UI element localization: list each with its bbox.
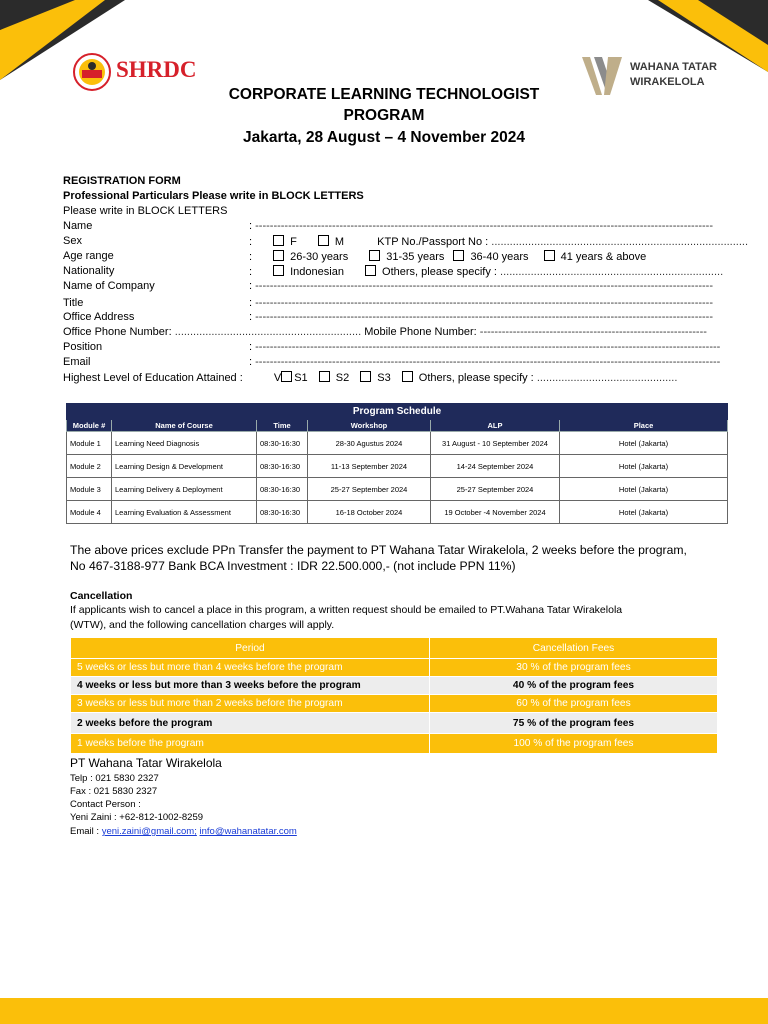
col-module: Module # xyxy=(67,420,112,432)
workshop-cell: 16-18 October 2024 xyxy=(308,501,431,524)
name-field[interactable]: ----------------------------------------------------------------------------------------------------------------------------- xyxy=(255,220,714,232)
program-dates: Jakarta, 28 August – 4 November 2024 xyxy=(242,129,525,146)
fee-cell: 40 % of the program fees xyxy=(430,677,718,695)
shrdc-logo-text: SHRDC xyxy=(116,57,197,82)
program-title-line2: PROGRAM xyxy=(343,107,425,124)
office-address-row: Office Address : ----------------------------------------------------------------------------------------------------------------------------- xyxy=(63,311,714,323)
phone-row xyxy=(63,326,723,339)
office-address-field[interactable]: ----------------------------------------------------------------------------------------------------------------------------- xyxy=(252,311,714,323)
age-41-label: 41 years & above xyxy=(560,251,647,263)
age-row: Age range : 26-30 years 31-35 years 36-40 years 41 years & above xyxy=(63,250,647,263)
education-row xyxy=(63,371,733,385)
edu-s1-checkbox[interactable] xyxy=(281,371,292,382)
cancellation-heading: Cancellation xyxy=(70,590,133,602)
table-row xyxy=(67,501,728,524)
office-phone-label: Office Phone Number: xyxy=(63,326,172,338)
nationality-row: Nationality : Indonesian Others, please specify : ......................................................................... xyxy=(63,265,724,278)
contact-person-label: Contact Person : xyxy=(70,799,141,810)
wahana-logo-line2: WIRAKELOLA xyxy=(630,76,705,88)
course-cell: Learning Need Diagnosis xyxy=(112,432,257,455)
ktp-label: KTP No./Passport No : xyxy=(377,236,489,248)
place-cell: Hotel (Jakarta) xyxy=(560,432,728,455)
place-cell: Hotel (Jakarta) xyxy=(560,478,728,501)
col-period: Period xyxy=(71,638,430,659)
payment-line2: No 467-3188-977 Bank BCA Investment : IDR 22.500.000,- (not include PPN 11%) xyxy=(70,559,516,573)
place-cell: Hotel (Jakarta) xyxy=(560,455,728,478)
table-row xyxy=(71,695,718,713)
email-link-1[interactable]: yeni.zaini@gmail.com; xyxy=(101,826,197,837)
fee-cell: 30 % of the program fees xyxy=(430,659,718,677)
edu-others-field[interactable]: .............................................. xyxy=(536,372,678,384)
module-cell: Module 1 xyxy=(67,432,112,455)
nat-others-checkbox[interactable] xyxy=(365,265,376,276)
time-cell: 08:30-16:30 xyxy=(257,432,308,455)
course-cell: Learning Delivery & Deployment xyxy=(112,478,257,501)
age-36-40-checkbox[interactable] xyxy=(453,250,464,261)
sex-row: Sex : F M KTP No./Passport No : .................................................................................... xyxy=(63,235,749,248)
position-label: Position xyxy=(63,341,103,353)
edu-s1-label: S1 xyxy=(294,372,308,384)
sex-label: Sex xyxy=(63,235,82,247)
email-field[interactable]: ------------------------------------------------------------------------------------------------------------------------------- xyxy=(252,356,721,368)
edu-s3-label: S3 xyxy=(377,372,391,384)
table-row xyxy=(67,432,728,455)
nat-others-label: Others, please specify : xyxy=(382,266,497,278)
fee-cell: 100 % of the program fees xyxy=(430,734,718,754)
contact-email-label: Email : xyxy=(70,826,100,837)
alp-cell: 19 October -4 November 2024 xyxy=(431,501,560,524)
fee-cell: 75 % of the program fees xyxy=(430,713,718,734)
table-row xyxy=(67,478,728,501)
contact-fax: Fax : 021 5830 2327 xyxy=(70,786,158,797)
age-label: Age range xyxy=(63,250,114,262)
sex-m-checkbox[interactable] xyxy=(318,235,329,246)
table-row xyxy=(71,734,718,754)
age-41-checkbox[interactable] xyxy=(544,250,555,261)
position-field[interactable]: ------------------------------------------------------------------------------------------------------------------------------- xyxy=(252,341,721,353)
table-row xyxy=(71,713,718,734)
mobile-field[interactable]: -------------------------------------------------------------- xyxy=(479,326,707,338)
edu-s1-mark: V xyxy=(273,372,282,384)
company-field[interactable]: ----------------------------------------------------------------------------------------------------------------------------- xyxy=(252,280,714,292)
age-26-30-label: 26-30 years xyxy=(290,251,349,263)
name-row: Name : ----------------------------------------------------------------------------------------------------------------------------- xyxy=(63,220,714,232)
mobile-label: Mobile Phone Number: xyxy=(364,326,477,338)
age-31-35-label: 31-35 years xyxy=(386,251,445,263)
module-cell: Module 4 xyxy=(67,501,112,524)
sex-f-label: F xyxy=(290,236,297,248)
form-heading: REGISTRATION FORM xyxy=(63,175,181,187)
age-26-30-checkbox[interactable] xyxy=(273,250,284,261)
col-workshop: Workshop xyxy=(308,420,431,432)
period-cell: 2 weeks before the program xyxy=(71,713,430,734)
period-cell: 1 weeks before the program xyxy=(71,734,430,754)
contact-person: Yeni Zaini : +62-812-1002-8259 xyxy=(70,812,204,823)
nationality-label: Nationality xyxy=(63,265,115,277)
company-label: Name of Company xyxy=(63,280,155,292)
program-title-line1: CORPORATE LEARNING TECHNOLOGIST xyxy=(228,86,540,103)
contact-email-row xyxy=(70,826,297,838)
nat-others-field[interactable]: ......................................................................... xyxy=(500,266,724,278)
workshop-cell: 25-27 September 2024 xyxy=(308,478,431,501)
schedule-title: Program Schedule xyxy=(67,404,728,420)
place-cell: Hotel (Jakarta) xyxy=(560,501,728,524)
period-cell: 4 weeks or less but more than 3 weeks before the program xyxy=(71,677,430,695)
cancellation-text1: If applicants wish to cancel a place in this program, a written request should be emailed to PT.Wahana Tatar Wirakelola xyxy=(70,604,623,616)
payment-line1: The above prices exclude PPn Transfer the payment to PT Wahana Tatar Wirakelola, 2 weeks before the program, xyxy=(70,543,687,557)
time-cell: 08:30-16:30 xyxy=(257,478,308,501)
table-row xyxy=(71,659,718,677)
workshop-cell: 28-30 Agustus 2024 xyxy=(308,432,431,455)
form-subheading: Professional Particulars Please write in BLOCK LETTERS xyxy=(63,190,364,202)
period-cell: 5 weeks or less but more than 4 weeks before the program xyxy=(71,659,430,677)
position-row: Position : ------------------------------------------------------------------------------------------------------------------------------- xyxy=(63,341,721,353)
title-row: Title : ----------------------------------------------------------------------------------------------------------------------------- xyxy=(63,297,714,309)
wahana-logo-line1: WAHANA TATAR xyxy=(630,61,717,73)
alp-cell: 31 August - 10 September 2024 xyxy=(431,432,560,455)
age-36-40-label: 36-40 years xyxy=(470,251,529,263)
name-label: Name xyxy=(63,220,93,232)
alp-cell: 14-24 September 2024 xyxy=(431,455,560,478)
footer-accent-bar xyxy=(0,998,768,1024)
alp-cell: 25-27 September 2024 xyxy=(431,478,560,501)
edu-others-checkbox[interactable] xyxy=(402,371,413,382)
table-row xyxy=(67,455,728,478)
contact-telp: Telp : 021 5830 2327 xyxy=(70,773,159,784)
company-row: Name of Company : ----------------------------------------------------------------------------------------------------------------------------- xyxy=(63,280,714,292)
col-time: Time xyxy=(257,420,308,432)
edu-s2-label: S2 xyxy=(335,372,350,384)
cancellation-fees-table xyxy=(70,637,718,754)
email-row: Email : ------------------------------------------------------------------------------------------------------------------------------- xyxy=(63,356,721,368)
ktp-field[interactable]: .................................................................................... xyxy=(491,236,749,248)
col-fees: Cancellation Fees xyxy=(430,638,718,659)
edu-s3-checkbox[interactable] xyxy=(360,371,371,382)
office-address-label: Office Address xyxy=(63,311,135,323)
course-cell: Learning Evaluation & Assessment xyxy=(112,501,257,524)
fee-cell: 60 % of the program fees xyxy=(430,695,718,713)
sex-m-label: M xyxy=(334,236,345,248)
workshop-cell: 11-13 September 2024 xyxy=(308,455,431,478)
module-cell: Module 2 xyxy=(67,455,112,478)
title-field[interactable]: ----------------------------------------------------------------------------------------------------------------------------- xyxy=(252,297,714,309)
email-label: Email xyxy=(63,356,91,368)
sex-f-checkbox[interactable] xyxy=(273,235,284,246)
email-link-2[interactable]: info@wahanatatar.com xyxy=(199,826,297,837)
time-cell: 08:30-16:30 xyxy=(257,455,308,478)
program-schedule-table xyxy=(66,403,728,524)
title-label: Title xyxy=(63,297,84,309)
age-31-35-checkbox[interactable] xyxy=(369,250,380,261)
cancellation-text2: (WTW), and the following cancellation charges will apply. xyxy=(70,619,335,631)
col-course: Name of Course xyxy=(112,420,257,432)
module-cell: Module 3 xyxy=(67,478,112,501)
nat-indonesian-label: Indonesian xyxy=(290,266,344,278)
education-label: Highest Level of Education Attained : xyxy=(63,372,243,384)
form-note: Please write in BLOCK LETTERS xyxy=(63,205,228,217)
contact-company: PT Wahana Tatar Wirakelola xyxy=(70,756,222,770)
edu-others-label: Others, please specify : xyxy=(418,372,534,384)
time-cell: 08:30-16:30 xyxy=(257,501,308,524)
period-cell: 3 weeks or less but more than 2 weeks before the program xyxy=(71,695,430,713)
nat-indonesian-checkbox[interactable] xyxy=(273,265,284,276)
office-phone-field[interactable]: ............................................................. xyxy=(174,326,362,338)
col-place: Place xyxy=(560,420,728,432)
table-row xyxy=(71,677,718,695)
edu-s2-checkbox[interactable] xyxy=(319,371,330,382)
col-alp: ALP xyxy=(431,420,560,432)
course-cell: Learning Design & Development xyxy=(112,455,257,478)
